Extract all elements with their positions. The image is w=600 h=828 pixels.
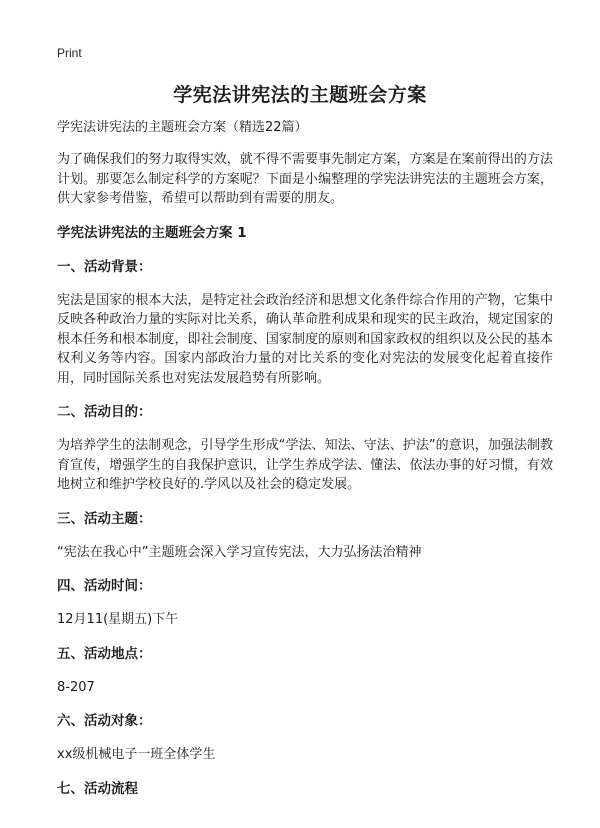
heading-theme: 三、活动主题： <box>57 510 152 527</box>
heading-background: 一、活动背景： <box>57 258 152 275</box>
heading-time: 四、活动时间： <box>57 578 152 594</box>
document-body <box>57 118 553 813</box>
paragraph-purpose: 为培养学生的法制观念，引导学生形成“学法、知法、守法、护法”的意识，加强法制教育宣传，增强学生的自我保护意识，让学生养成学法、懂法、依法办事的好习惯，有效地树立和维护学校良好的.学风以及社会的稳定发展。 <box>57 438 553 492</box>
page-title: 学宪法讲宪法的主题班会方案 <box>173 84 427 106</box>
section-title: 学宪法讲宪法的主题班会方案 1 <box>57 224 247 241</box>
paragraph-theme: “宪法在我心中”主题班会深入学习宣传宪法，大力弘扬法治精神 <box>57 544 422 560</box>
heading-location: 五、活动地点： <box>57 645 152 662</box>
paragraph-location: 8-207 <box>57 679 95 695</box>
document-subtitle: 学宪法讲宪法的主题班会方案（精选22篇） <box>57 120 308 135</box>
paragraph-time: 12月11(星期五)下午 <box>57 612 179 627</box>
print-link[interactable]: Print <box>57 46 82 60</box>
heading-purpose: 二、活动目的： <box>57 404 152 420</box>
paragraph-background: 宪法是国家的根本大法，是特定社会政治经济和思想文化条件综合作用的产物，它集中反映各种政治力量的实际对比关系，确认革命胜利成果和现实的民主政治，规定国家的根本任务和根本制度，即社会制度、国家制度的原则和国家政权的组织以及公民的基本权利义务等内容。国家内部政治力量的对比关系的变化对宪法的发展变化起着直接作用，同时国际关系也对宪法发展趋势有所影响。 <box>57 292 553 386</box>
heading-participants: 六、活动对象： <box>57 713 152 729</box>
paragraph-participants: xx级机械电子一班全体学生 <box>57 747 216 762</box>
intro-paragraph: 为了确保我们的努力取得实效，就不得不需要事先制定方案，方案是在案前得出的方法计划。那要怎么制定科学的方案呢？下面是小编整理的学宪法讲宪法的主题班会方案，供大家参考借鉴，希望可以帮助到有需要的朋友。 <box>57 152 553 206</box>
heading-process: 七、活动流程 <box>57 780 138 797</box>
